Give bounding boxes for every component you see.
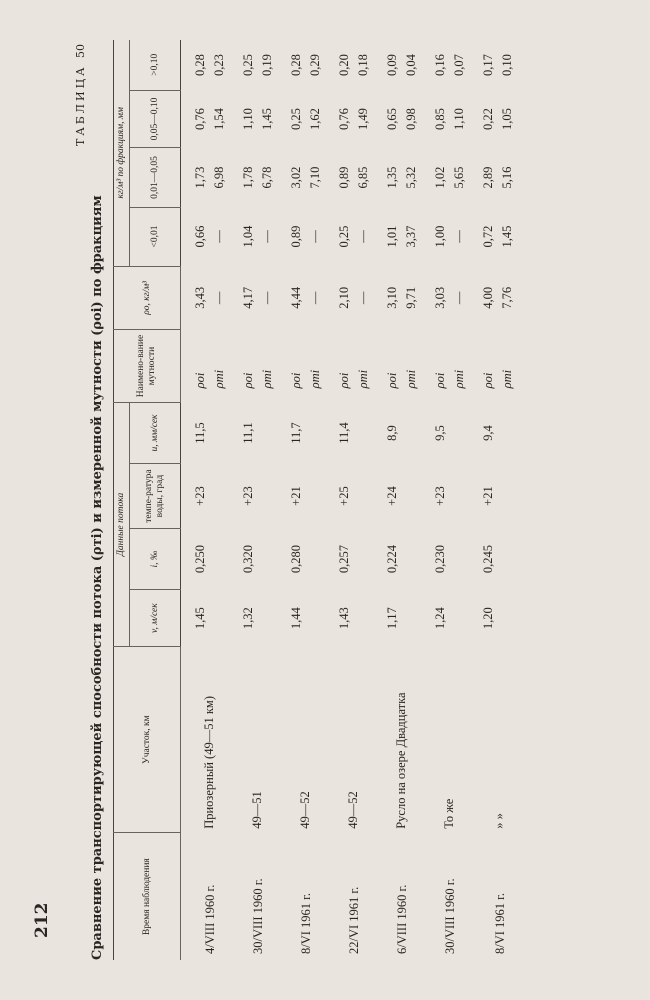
cell-fraction-2: 1,35 xyxy=(385,166,399,189)
cell-date: 8/VI 1961 г. xyxy=(298,892,313,954)
cell-u: 11,7 xyxy=(289,422,303,444)
page-number: 212 xyxy=(32,902,52,938)
cell-fraction-4: 0,04 xyxy=(404,54,418,76)
header-velocity: v, м/сек xyxy=(130,590,181,647)
header-u: u, мм/сек xyxy=(130,402,181,463)
cell-fraction-3: 1,10 xyxy=(452,108,466,130)
cell-fraction-4: 0,09 xyxy=(385,54,399,76)
cell-temperature: +25 xyxy=(337,486,351,506)
cell-rho: — xyxy=(212,291,226,305)
cell-fraction-4: 0,28 xyxy=(193,54,207,76)
cell-fraction-4: 0,16 xyxy=(433,54,447,76)
cell-rho: 4,44 xyxy=(289,286,303,309)
cell-empty xyxy=(306,402,325,463)
cell-rho: 4,17 xyxy=(241,286,255,309)
cell-rho: — xyxy=(308,291,322,305)
cell-turbidity-name: ρoi xyxy=(433,372,447,389)
cell-rho: — xyxy=(452,291,466,305)
cell-fraction-1: — xyxy=(212,230,226,243)
cell-turbidity-name: ρтi xyxy=(452,369,466,389)
cell-fraction-2: 3,02 xyxy=(289,166,303,189)
cell-fraction-3: 0,25 xyxy=(289,108,303,130)
cell-fraction-3: 1,10 xyxy=(241,108,255,130)
table-number: 50 xyxy=(74,44,87,58)
cell-fraction-1: 1,45 xyxy=(500,225,514,248)
cell-empty xyxy=(306,590,325,647)
cell-velocity: 1,43 xyxy=(337,607,351,630)
cell-fraction-3: 1,49 xyxy=(356,108,370,130)
table-row xyxy=(181,40,211,960)
table-label xyxy=(74,44,87,146)
cell-date: 4/VIII 1960 г. xyxy=(202,884,217,954)
cell-turbidity-name: ρтi xyxy=(260,369,274,389)
cell-fraction-2: 2,89 xyxy=(481,166,495,189)
header-fraction-4: >0,10 xyxy=(130,40,181,90)
rotated-page-content xyxy=(70,40,610,960)
cell-empty xyxy=(402,528,421,589)
cell-turbidity-name: ρoi xyxy=(289,372,303,389)
cell-fraction-2: 7,10 xyxy=(308,166,322,189)
cell-fraction-2: 5,16 xyxy=(500,166,514,189)
cell-fraction-4: 0,28 xyxy=(289,54,303,76)
cell-fraction-1: 0,89 xyxy=(289,225,303,248)
cell-slope: 0,257 xyxy=(337,545,351,574)
cell-fraction-1: 3,37 xyxy=(404,225,418,248)
cell-section: 49—51 xyxy=(250,791,265,829)
cell-fraction-2: 1,73 xyxy=(193,166,207,189)
cell-fraction-4: 0,17 xyxy=(481,54,495,76)
cell-fraction-1: 1,00 xyxy=(433,225,447,248)
cell-fraction-2: 6,98 xyxy=(212,166,226,189)
cell-empty xyxy=(258,464,277,529)
cell-rho: 3,43 xyxy=(193,286,207,309)
table-row xyxy=(277,40,306,960)
cell-fraction-4: 0,29 xyxy=(308,54,322,76)
cell-fraction-3: 0,85 xyxy=(433,108,447,130)
cell-turbidity-name: ρoi xyxy=(241,372,255,389)
cell-empty xyxy=(450,464,469,529)
cell-fraction-1: — xyxy=(452,230,466,243)
cell-date: 6/VIII 1960 г. xyxy=(394,884,409,954)
cell-slope: 0,280 xyxy=(289,545,303,574)
cell-fraction-2: 5,32 xyxy=(404,166,418,189)
cell-empty xyxy=(258,528,277,589)
cell-fraction-1: — xyxy=(260,230,274,243)
cell-temperature: +23 xyxy=(241,486,255,506)
cell-empty xyxy=(498,464,521,529)
cell-fraction-2: 0,89 xyxy=(337,166,351,189)
cell-empty xyxy=(498,528,521,589)
cell-fraction-2: 6,78 xyxy=(260,166,274,189)
cell-empty xyxy=(402,590,421,647)
cell-empty xyxy=(306,464,325,529)
table-row xyxy=(469,40,498,960)
cell-fraction-4: 0,23 xyxy=(212,54,226,76)
cell-fraction-1: — xyxy=(356,230,370,243)
cell-u: 11,4 xyxy=(337,422,351,444)
cell-turbidity-name: ρoi xyxy=(337,372,351,389)
cell-rho: 3,10 xyxy=(385,286,399,309)
cell-turbidity-name: ρoi xyxy=(481,372,495,389)
cell-turbidity-name: ρтi xyxy=(356,369,370,389)
header-temperature: темпе-ратура воды, град xyxy=(130,464,181,529)
header-slope: i, ‰ xyxy=(130,528,181,589)
cell-empty xyxy=(402,402,421,463)
cell-fraction-3: 1,05 xyxy=(500,108,514,130)
cell-empty xyxy=(354,590,373,647)
cell-velocity: 1,17 xyxy=(385,607,399,630)
cell-fraction-2: 1,02 xyxy=(433,166,447,189)
cell-turbidity-name: ρoi xyxy=(193,372,207,389)
cell-empty xyxy=(210,590,229,647)
cell-turbidity-name: ρтi xyxy=(212,369,226,389)
header-time: Время наблюдения xyxy=(114,833,181,960)
header-fraction-2: 0,01—0,05 xyxy=(130,148,181,207)
cell-empty xyxy=(258,590,277,647)
cell-fraction-4: 0,18 xyxy=(356,54,370,76)
data-table xyxy=(113,40,521,960)
cell-temperature: +21 xyxy=(481,486,495,506)
cell-temperature: +21 xyxy=(289,486,303,506)
cell-fraction-3: 1,54 xyxy=(212,108,226,130)
cell-slope: 0,224 xyxy=(385,545,399,574)
cell-turbidity-name: ρтi xyxy=(500,369,514,389)
cell-fraction-3: 0,98 xyxy=(404,108,418,130)
cell-rho: 3,03 xyxy=(433,286,447,309)
cell-fraction-3: 0,76 xyxy=(193,108,207,130)
cell-velocity: 1,45 xyxy=(193,607,207,630)
cell-date: 8/VI 1961 г. xyxy=(492,892,507,954)
cell-fraction-1: 0,25 xyxy=(337,225,351,248)
cell-empty xyxy=(402,464,421,529)
table-title: Сравнение транспортирующей способности потока (ρтi) и измеренной мутности (ρoi) по фракциям xyxy=(90,195,105,960)
cell-fraction-4: 0,25 xyxy=(241,54,255,76)
cell-u: 8,9 xyxy=(385,425,399,441)
cell-fraction-3: 1,62 xyxy=(308,108,322,130)
cell-slope: 0,250 xyxy=(193,545,207,574)
cell-u: 9,5 xyxy=(433,425,447,441)
table-header xyxy=(114,40,181,960)
cell-slope: 0,245 xyxy=(481,545,495,574)
cell-rho: 9,71 xyxy=(404,286,418,309)
cell-rho: 7,76 xyxy=(500,286,514,309)
cell-velocity: 1,44 xyxy=(289,607,303,630)
cell-slope: 0,230 xyxy=(433,545,447,574)
cell-empty xyxy=(450,590,469,647)
cell-section: 49—52 xyxy=(346,791,361,829)
table-label-text: ТАБЛИЦА xyxy=(74,64,87,146)
header-turbidity-name: Наимено-вание мутности xyxy=(114,330,181,403)
cell-velocity: 1,24 xyxy=(433,607,447,630)
cell-empty xyxy=(498,590,521,647)
cell-empty xyxy=(210,464,229,529)
cell-fraction-2: 1,78 xyxy=(241,166,255,189)
cell-date: 30/VIII 1960 г. xyxy=(442,878,457,954)
cell-section: То же xyxy=(442,798,457,829)
cell-empty xyxy=(258,402,277,463)
cell-rho: 4,00 xyxy=(481,286,495,309)
cell-u: 11,1 xyxy=(241,422,255,444)
cell-fraction-3: 0,65 xyxy=(385,108,399,130)
cell-empty xyxy=(210,528,229,589)
cell-rho: 2,10 xyxy=(337,286,351,309)
cell-fraction-3: 0,76 xyxy=(337,108,351,130)
cell-slope: 0,320 xyxy=(241,545,255,574)
cell-empty xyxy=(354,528,373,589)
cell-fraction-1: — xyxy=(308,230,322,243)
table-row xyxy=(373,40,402,960)
cell-velocity: 1,32 xyxy=(241,607,255,630)
cell-section: 49—52 xyxy=(298,791,313,829)
header-flow-group: Данные потока xyxy=(114,402,130,646)
cell-fraction-2: 6,85 xyxy=(356,166,370,189)
cell-temperature: +24 xyxy=(385,486,399,506)
cell-date: 22/VI 1961 г. xyxy=(346,886,361,954)
table-row xyxy=(325,40,354,960)
header-section: Участок, км xyxy=(114,647,181,833)
cell-empty xyxy=(498,402,521,463)
cell-fraction-3: 0,22 xyxy=(481,108,495,130)
cell-fraction-3: 1,45 xyxy=(260,108,274,130)
cell-section: Приозерный (49—51 км) xyxy=(202,696,217,829)
header-rho: ρo, кг/м³ xyxy=(114,266,181,330)
cell-fraction-2: 5,65 xyxy=(452,166,466,189)
cell-fraction-1: 0,66 xyxy=(193,225,207,248)
cell-empty xyxy=(354,402,373,463)
cell-u: 11,5 xyxy=(193,422,207,444)
header-fraction-3: 0,05—0,10 xyxy=(130,90,181,148)
cell-rho: — xyxy=(356,291,370,305)
cell-turbidity-name: ρтi xyxy=(404,369,418,389)
cell-section: » » xyxy=(492,813,507,829)
cell-turbidity-name: ρoi xyxy=(385,372,399,389)
cell-section: Русло на озере Двадцатка xyxy=(394,692,409,829)
cell-velocity: 1,20 xyxy=(481,607,495,630)
table-row xyxy=(229,40,258,960)
table-body xyxy=(181,40,522,960)
cell-empty xyxy=(450,528,469,589)
cell-rho: — xyxy=(260,291,274,305)
cell-fraction-1: 1,04 xyxy=(241,225,255,248)
table-row xyxy=(421,40,450,960)
cell-temperature: +23 xyxy=(433,486,447,506)
cell-empty xyxy=(306,528,325,589)
cell-fraction-4: 0,10 xyxy=(500,54,514,76)
cell-fraction-4: 0,07 xyxy=(452,54,466,76)
cell-empty xyxy=(210,402,229,463)
cell-temperature: +23 xyxy=(193,486,207,506)
cell-empty xyxy=(450,402,469,463)
cell-u: 9,4 xyxy=(481,425,495,441)
cell-fraction-1: 1,01 xyxy=(385,225,399,248)
cell-empty xyxy=(354,464,373,529)
cell-fraction-4: 0,20 xyxy=(337,54,351,76)
cell-fraction-1: 0,72 xyxy=(481,225,495,248)
header-fractions-group: кг/м³ по фракциям, мм xyxy=(114,40,130,266)
header-fraction-1: <0,01 xyxy=(130,207,181,266)
cell-date: 30/VIII 1960 г. xyxy=(250,878,265,954)
cell-fraction-4: 0,19 xyxy=(260,54,274,76)
cell-turbidity-name: ρтi xyxy=(308,369,322,389)
